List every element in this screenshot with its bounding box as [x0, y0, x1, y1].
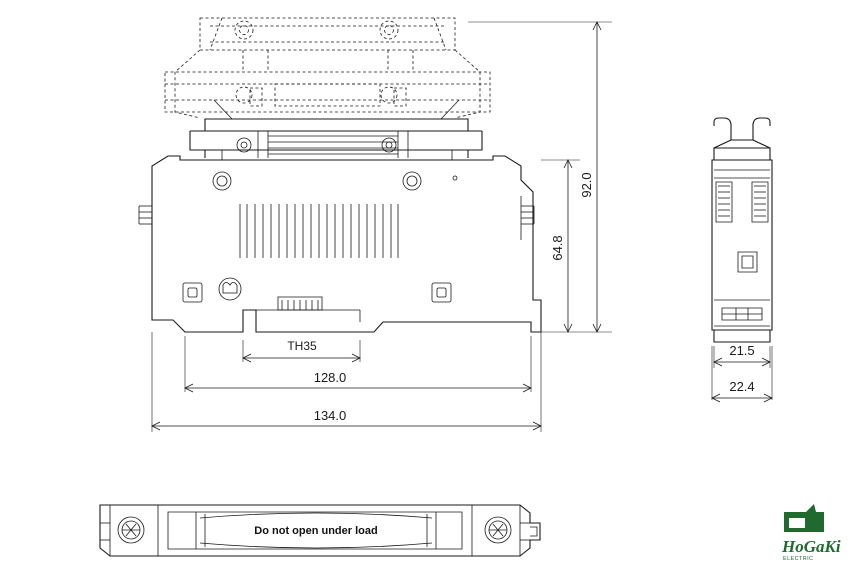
- dimension-line-rail: [243, 354, 360, 362]
- logo-mark-inner: [789, 518, 805, 528]
- rail-label: TH35: [287, 339, 317, 353]
- top-connector-plate: [190, 119, 482, 158]
- dimension-value-depth-total: 22.4: [729, 379, 755, 394]
- logo-tagline: ELECTRIC: [783, 556, 814, 562]
- side-elevation-view: [712, 118, 772, 402]
- dimension-line-depth-total: [712, 394, 772, 402]
- top-plan-view: [100, 505, 540, 556]
- terminal-phantom-outline: [165, 18, 490, 118]
- terminal-screw-phantom: [235, 21, 398, 103]
- dimension-value-width-body: 128.0: [313, 370, 347, 385]
- brand-logo: [780, 504, 841, 562]
- warning-label: Do not open under load: [254, 525, 378, 537]
- dimension-value-height-total: 92.0: [579, 172, 594, 198]
- logo-name: HoGaKi: [782, 537, 841, 556]
- dimension-value-width-total: 134.0: [313, 408, 347, 423]
- top-plate-detail: [222, 131, 452, 160]
- dimension-line-depth-inner: [714, 358, 770, 366]
- dimension-value-height-body: 64.8: [550, 235, 565, 261]
- front-elevation-view: [139, 18, 541, 332]
- dimension-line-width-total: [152, 422, 541, 430]
- dimension-line-height-body: [564, 160, 572, 332]
- dimension-line-width-body: [185, 384, 531, 392]
- breaker-body-outline: [152, 156, 541, 332]
- dimension-line-height-total: [593, 22, 601, 332]
- dimension-value-depth-inner: 21.5: [729, 343, 755, 358]
